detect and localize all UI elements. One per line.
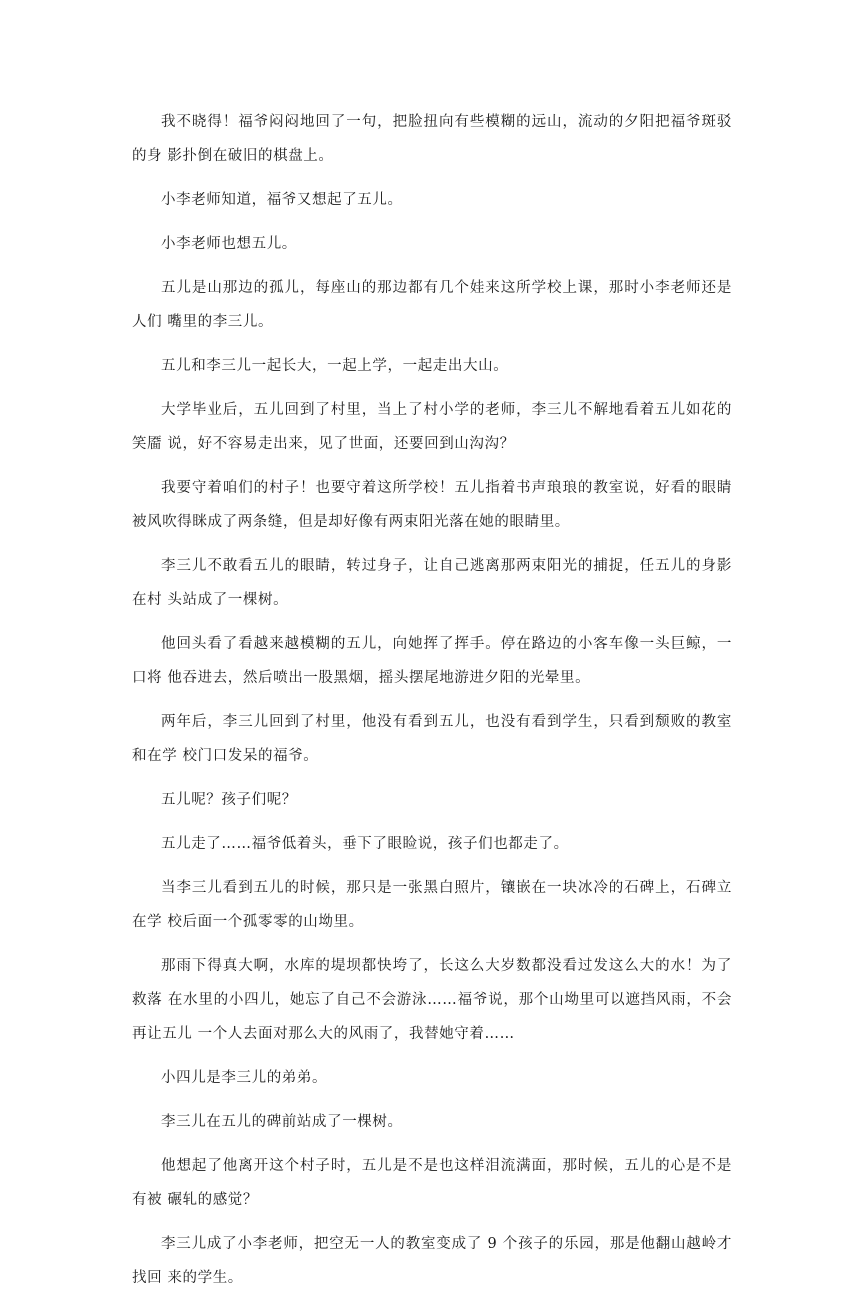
paragraph: 他回头看了看越来越模糊的五儿，向她挥了挥手。停在路边的小客车像一头巨鲸，一口将 他吞进去，然后喷出一股黑烟，摇头摆尾地游进夕阳的光晕里。	[132, 636, 732, 686]
paragraph: 他想起了他离开这个村子时，五儿是不是也这样泪流满面，那时候，五儿的心是不是有被 碾轧的感觉？	[132, 1158, 732, 1208]
paragraph: 五儿是山那边的孤儿，每座山的那边都有几个娃来这所学校上课，那时小李老师还是人们 嘴里的李三儿。	[132, 280, 732, 330]
paragraph: 我要守着咱们的村子！也要守着这所学校！五儿指着书声琅琅的教室说，好看的眼睛被风吹得眯成了两条缝，但是却好像有两束阳光落在她的眼睛里。	[132, 480, 732, 530]
paragraph: 大学毕业后，五儿回到了村里，当上了村小学的老师，李三儿不解地看着五儿如花的笑靥 说，好不容易走出来，见了世面，还要回到山沟沟？	[132, 402, 732, 452]
paragraph: 小李老师知道，福爷又想起了五儿。	[161, 192, 403, 208]
paragraph: 李三儿不敢看五儿的眼睛，转过身子，让自己逃离那两束阳光的捕捉，任五儿的身影在村 头站成了一棵树。	[132, 558, 732, 608]
paragraph: 我不晓得！福爷闷闷地回了一句，把脸扭向有些模糊的远山，流动的夕阳把福爷斑驳的身 影扑倒在破旧的棋盘上。	[132, 114, 732, 164]
story-text	[132, 105, 732, 1305]
paragraph: 两年后，李三儿回到了村里，他没有看到五儿，也没有看到学生，只看到颓败的教室和在学 校门口发呆的福爷。	[132, 714, 732, 764]
paragraph: 小四儿是李三儿的弟弟。	[161, 1070, 328, 1086]
paragraph: 五儿走了……福爷低着头，垂下了眼睑说，孩子们也都走了。	[161, 836, 569, 852]
paragraph: 五儿和李三儿一起长大，一起上学，一起走出大山。	[161, 358, 509, 374]
paragraph: 当李三儿看到五儿的时候，那只是一张黑白照片，镶嵌在一块冰冷的石碑上，石碑立在学 校后面一个孤零零的山坳里。	[132, 880, 732, 930]
paragraph: 李三儿成了小李老师，把空无一人的教室变成了 9 个孩子的乐园，那是他翻山越岭才找回 来的学生。	[132, 1236, 732, 1286]
paragraph: 小李老师也想五儿。	[161, 236, 297, 252]
paragraph: 那雨下得真大啊，水库的堤坝都快垮了，长这么大岁数都没看过发这么大的水！为了救落 在水里的小四儿，她忘了自己不会游泳……福爷说，那个山坳里可以遮挡风雨，不会再让五儿 一个人去面对那么大的风雨了，我替她守着……	[132, 958, 732, 1042]
paragraph: 李三儿在五儿的碑前站成了一棵树。	[161, 1114, 403, 1130]
paragraph: 五儿呢？孩子们呢？	[161, 792, 297, 808]
